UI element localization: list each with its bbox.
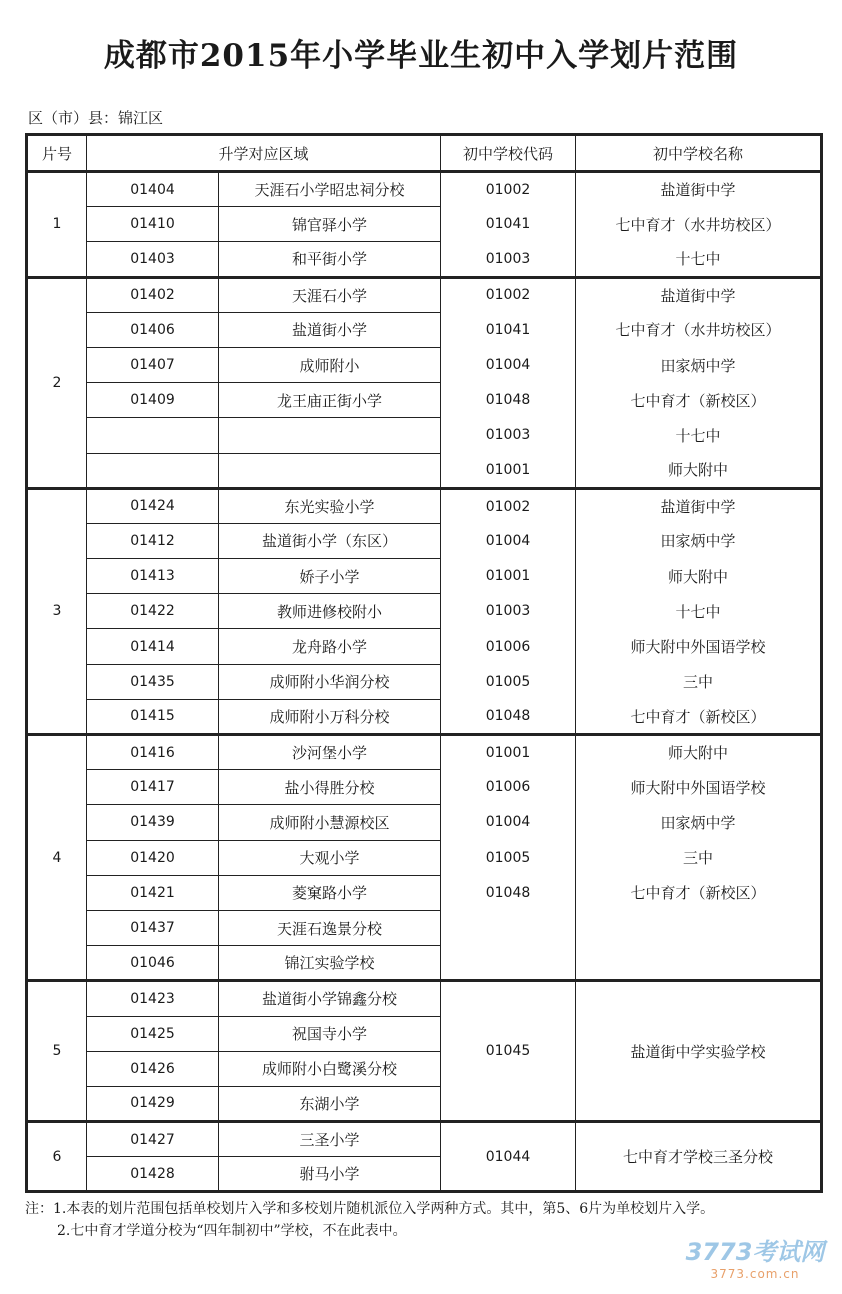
primary-code-cell: 01437 bbox=[87, 910, 219, 945]
middle-code-cell: 01048 bbox=[441, 699, 576, 734]
primary-name-cell bbox=[219, 418, 441, 453]
middle-name-cell bbox=[576, 946, 822, 981]
middle-code-cell: 01004 bbox=[441, 347, 576, 382]
table-row bbox=[27, 735, 822, 770]
middle-name-cell: 盐道街中学实验学校 bbox=[576, 981, 822, 1122]
middle-name-cell: 七中育才（新校区） bbox=[576, 699, 822, 734]
middle-code-cell: 01003 bbox=[441, 242, 576, 277]
middle-code-cell: 01006 bbox=[441, 629, 576, 664]
primary-name-cell: 成师附小白鹭溪分校 bbox=[219, 1051, 441, 1086]
watermark-logo bbox=[680, 1232, 830, 1281]
primary-code-cell: 01426 bbox=[87, 1051, 219, 1086]
primary-name-cell: 锦官驿小学 bbox=[219, 207, 441, 242]
middle-code-cell: 01003 bbox=[441, 418, 576, 453]
middle-name-cell: 十七中 bbox=[576, 418, 822, 453]
primary-code-cell: 01428 bbox=[87, 1157, 219, 1192]
primary-code-cell: 01420 bbox=[87, 840, 219, 875]
middle-code-cell: 01041 bbox=[441, 207, 576, 242]
primary-code-cell: 01429 bbox=[87, 1086, 219, 1121]
middle-name-cell: 田家炳中学 bbox=[576, 523, 822, 558]
area-id-cell: 3 bbox=[27, 488, 87, 734]
table-row bbox=[27, 594, 822, 629]
table-row bbox=[27, 629, 822, 664]
table-row bbox=[27, 418, 822, 453]
primary-code-cell: 01424 bbox=[87, 488, 219, 523]
table-row bbox=[27, 699, 822, 734]
table-row bbox=[27, 207, 822, 242]
middle-name-cell: 田家炳中学 bbox=[576, 805, 822, 840]
middle-code-cell: 01048 bbox=[441, 383, 576, 418]
table-row bbox=[27, 453, 822, 488]
primary-code-cell: 01409 bbox=[87, 383, 219, 418]
primary-code-cell: 01423 bbox=[87, 981, 219, 1016]
primary-name-cell: 东光实验小学 bbox=[219, 488, 441, 523]
middle-code-cell: 01002 bbox=[441, 277, 576, 312]
primary-name-cell: 盐道街小学（东区） bbox=[219, 523, 441, 558]
primary-name-cell: 成师附小 bbox=[219, 347, 441, 382]
primary-code-cell: 01407 bbox=[87, 347, 219, 382]
primary-name-cell: 和平街小学 bbox=[219, 242, 441, 277]
primary-name-cell: 龙王庙正街小学 bbox=[219, 383, 441, 418]
primary-name-cell: 三圣小学 bbox=[219, 1122, 441, 1157]
primary-code-cell: 01406 bbox=[87, 312, 219, 347]
area-group-2 bbox=[27, 277, 822, 488]
area-group-4 bbox=[27, 735, 822, 981]
primary-code-cell: 01410 bbox=[87, 207, 219, 242]
note-1: 注：1.本表的划片范围包括单校划片入学和多校划片随机派位入学两种方式。其中，第5、6片为单校划片入学。 bbox=[25, 1201, 715, 1217]
primary-code-cell: 01404 bbox=[87, 172, 219, 207]
area-id-cell: 4 bbox=[27, 735, 87, 981]
primary-name-cell: 祝国寺小学 bbox=[219, 1016, 441, 1051]
table-row bbox=[27, 664, 822, 699]
primary-code-cell bbox=[87, 453, 219, 488]
middle-name-cell: 盐道街中学 bbox=[576, 277, 822, 312]
primary-code-cell: 01425 bbox=[87, 1016, 219, 1051]
primary-code-cell: 01046 bbox=[87, 946, 219, 981]
primary-code-cell: 01413 bbox=[87, 559, 219, 594]
primary-name-cell: 驸马小学 bbox=[219, 1157, 441, 1192]
middle-code-cell bbox=[441, 946, 576, 981]
area-id-cell: 1 bbox=[27, 172, 87, 278]
middle-name-cell: 师大附中 bbox=[576, 735, 822, 770]
primary-name-cell: 成师附小华润分校 bbox=[219, 664, 441, 699]
primary-name-cell: 菱窠路小学 bbox=[219, 875, 441, 910]
middle-code-cell: 01002 bbox=[441, 488, 576, 523]
primary-code-cell: 01402 bbox=[87, 277, 219, 312]
primary-name-cell bbox=[219, 453, 441, 488]
primary-name-cell: 娇子小学 bbox=[219, 559, 441, 594]
primary-name-cell: 东湖小学 bbox=[219, 1086, 441, 1121]
primary-code-cell: 01422 bbox=[87, 594, 219, 629]
middle-name-cell: 师大附中外国语学校 bbox=[576, 629, 822, 664]
table-row bbox=[27, 770, 822, 805]
middle-name-cell: 十七中 bbox=[576, 594, 822, 629]
primary-name-cell: 沙河堡小学 bbox=[219, 735, 441, 770]
table-row bbox=[27, 981, 822, 1016]
primary-code-cell bbox=[87, 418, 219, 453]
middle-code-cell: 01001 bbox=[441, 453, 576, 488]
middle-name-cell: 三中 bbox=[576, 840, 822, 875]
middle-code-cell: 01004 bbox=[441, 805, 576, 840]
table-row bbox=[27, 488, 822, 523]
primary-name-cell: 成师附小慧源校区 bbox=[219, 805, 441, 840]
table-row bbox=[27, 559, 822, 594]
table-row bbox=[27, 242, 822, 277]
header-middle-name: 初中学校名称 bbox=[576, 135, 822, 172]
middle-code-cell: 01003 bbox=[441, 594, 576, 629]
middle-name-cell: 七中育才（水井坊校区） bbox=[576, 207, 822, 242]
table-row bbox=[27, 875, 822, 910]
primary-name-cell: 天涯石逸景分校 bbox=[219, 910, 441, 945]
watermark-url: 3773.com.cn bbox=[710, 1267, 800, 1281]
middle-code-cell: 01004 bbox=[441, 523, 576, 558]
area-group-5 bbox=[27, 981, 822, 1122]
area-id-cell: 6 bbox=[27, 1122, 87, 1192]
middle-name-cell: 七中育才学校三圣分校 bbox=[576, 1122, 822, 1192]
middle-code-cell: 01001 bbox=[441, 559, 576, 594]
primary-name-cell: 教师进修校附小 bbox=[219, 594, 441, 629]
middle-code-cell: 01005 bbox=[441, 664, 576, 699]
primary-code-cell: 01412 bbox=[87, 523, 219, 558]
middle-name-cell: 三中 bbox=[576, 664, 822, 699]
primary-code-cell: 01439 bbox=[87, 805, 219, 840]
enrollment-table bbox=[25, 133, 823, 1193]
table-header-row bbox=[27, 135, 822, 172]
primary-code-cell: 01417 bbox=[87, 770, 219, 805]
middle-code-cell bbox=[441, 910, 576, 945]
middle-name-cell: 七中育才（水井坊校区） bbox=[576, 312, 822, 347]
primary-code-cell: 01416 bbox=[87, 735, 219, 770]
primary-name-cell: 盐小得胜分校 bbox=[219, 770, 441, 805]
primary-name-cell: 天涯石小学昭忠祠分校 bbox=[219, 172, 441, 207]
area-id-cell: 2 bbox=[27, 277, 87, 488]
primary-code-cell: 01427 bbox=[87, 1122, 219, 1157]
middle-name-cell bbox=[576, 910, 822, 945]
table-row bbox=[27, 347, 822, 382]
middle-name-cell: 十七中 bbox=[576, 242, 822, 277]
middle-code-cell: 01041 bbox=[441, 312, 576, 347]
middle-name-cell: 七中育才（新校区） bbox=[576, 875, 822, 910]
table-row bbox=[27, 840, 822, 875]
table-row bbox=[27, 172, 822, 207]
table-row bbox=[27, 312, 822, 347]
middle-code-cell: 01048 bbox=[441, 875, 576, 910]
primary-name-cell: 成师附小万科分校 bbox=[219, 699, 441, 734]
table-row bbox=[27, 805, 822, 840]
area-group-6 bbox=[27, 1122, 822, 1192]
header-middle-code: 初中学校代码 bbox=[441, 135, 576, 172]
middle-code-cell: 01001 bbox=[441, 735, 576, 770]
primary-name-cell: 天涯石小学 bbox=[219, 277, 441, 312]
middle-name-cell: 师大附中 bbox=[576, 453, 822, 488]
middle-name-cell: 师大附中外国语学校 bbox=[576, 770, 822, 805]
table-row bbox=[27, 946, 822, 981]
page-title: 成都市2015年小学毕业生初中入学划片范围 bbox=[103, 38, 739, 74]
note-2: 2.七中育才学道分校为“四年制初中”学校，不在此表中。 bbox=[57, 1223, 407, 1239]
table-row bbox=[27, 277, 822, 312]
middle-name-cell: 田家炳中学 bbox=[576, 347, 822, 382]
table-row bbox=[27, 910, 822, 945]
primary-code-cell: 01403 bbox=[87, 242, 219, 277]
area-group-1 bbox=[27, 172, 822, 278]
table-row bbox=[27, 383, 822, 418]
area-group-3 bbox=[27, 488, 822, 734]
area-id-cell: 5 bbox=[27, 981, 87, 1122]
primary-name-cell: 龙舟路小学 bbox=[219, 629, 441, 664]
middle-code-cell: 01002 bbox=[441, 172, 576, 207]
table-row bbox=[27, 1122, 822, 1157]
middle-code-cell: 01006 bbox=[441, 770, 576, 805]
primary-code-cell: 01415 bbox=[87, 699, 219, 734]
header-primary-area: 升学对应区域 bbox=[87, 135, 441, 172]
primary-name-cell: 大观小学 bbox=[219, 840, 441, 875]
table-row bbox=[27, 523, 822, 558]
middle-name-cell: 盐道街中学 bbox=[576, 172, 822, 207]
middle-name-cell: 七中育才（新校区） bbox=[576, 383, 822, 418]
header-area-id: 片号 bbox=[27, 135, 87, 172]
primary-code-cell: 01414 bbox=[87, 629, 219, 664]
middle-name-cell: 师大附中 bbox=[576, 559, 822, 594]
middle-code-cell: 01044 bbox=[441, 1122, 576, 1192]
district-label: 区（市）县：锦江区 bbox=[28, 109, 164, 127]
watermark-main: 3773考试网 bbox=[685, 1238, 825, 1266]
middle-name-cell: 盐道街中学 bbox=[576, 488, 822, 523]
primary-name-cell: 锦江实验学校 bbox=[219, 946, 441, 981]
middle-code-cell: 01005 bbox=[441, 840, 576, 875]
primary-name-cell: 盐道街小学锦鑫分校 bbox=[219, 981, 441, 1016]
primary-name-cell: 盐道街小学 bbox=[219, 312, 441, 347]
middle-code-cell: 01045 bbox=[441, 981, 576, 1122]
primary-code-cell: 01421 bbox=[87, 875, 219, 910]
primary-code-cell: 01435 bbox=[87, 664, 219, 699]
